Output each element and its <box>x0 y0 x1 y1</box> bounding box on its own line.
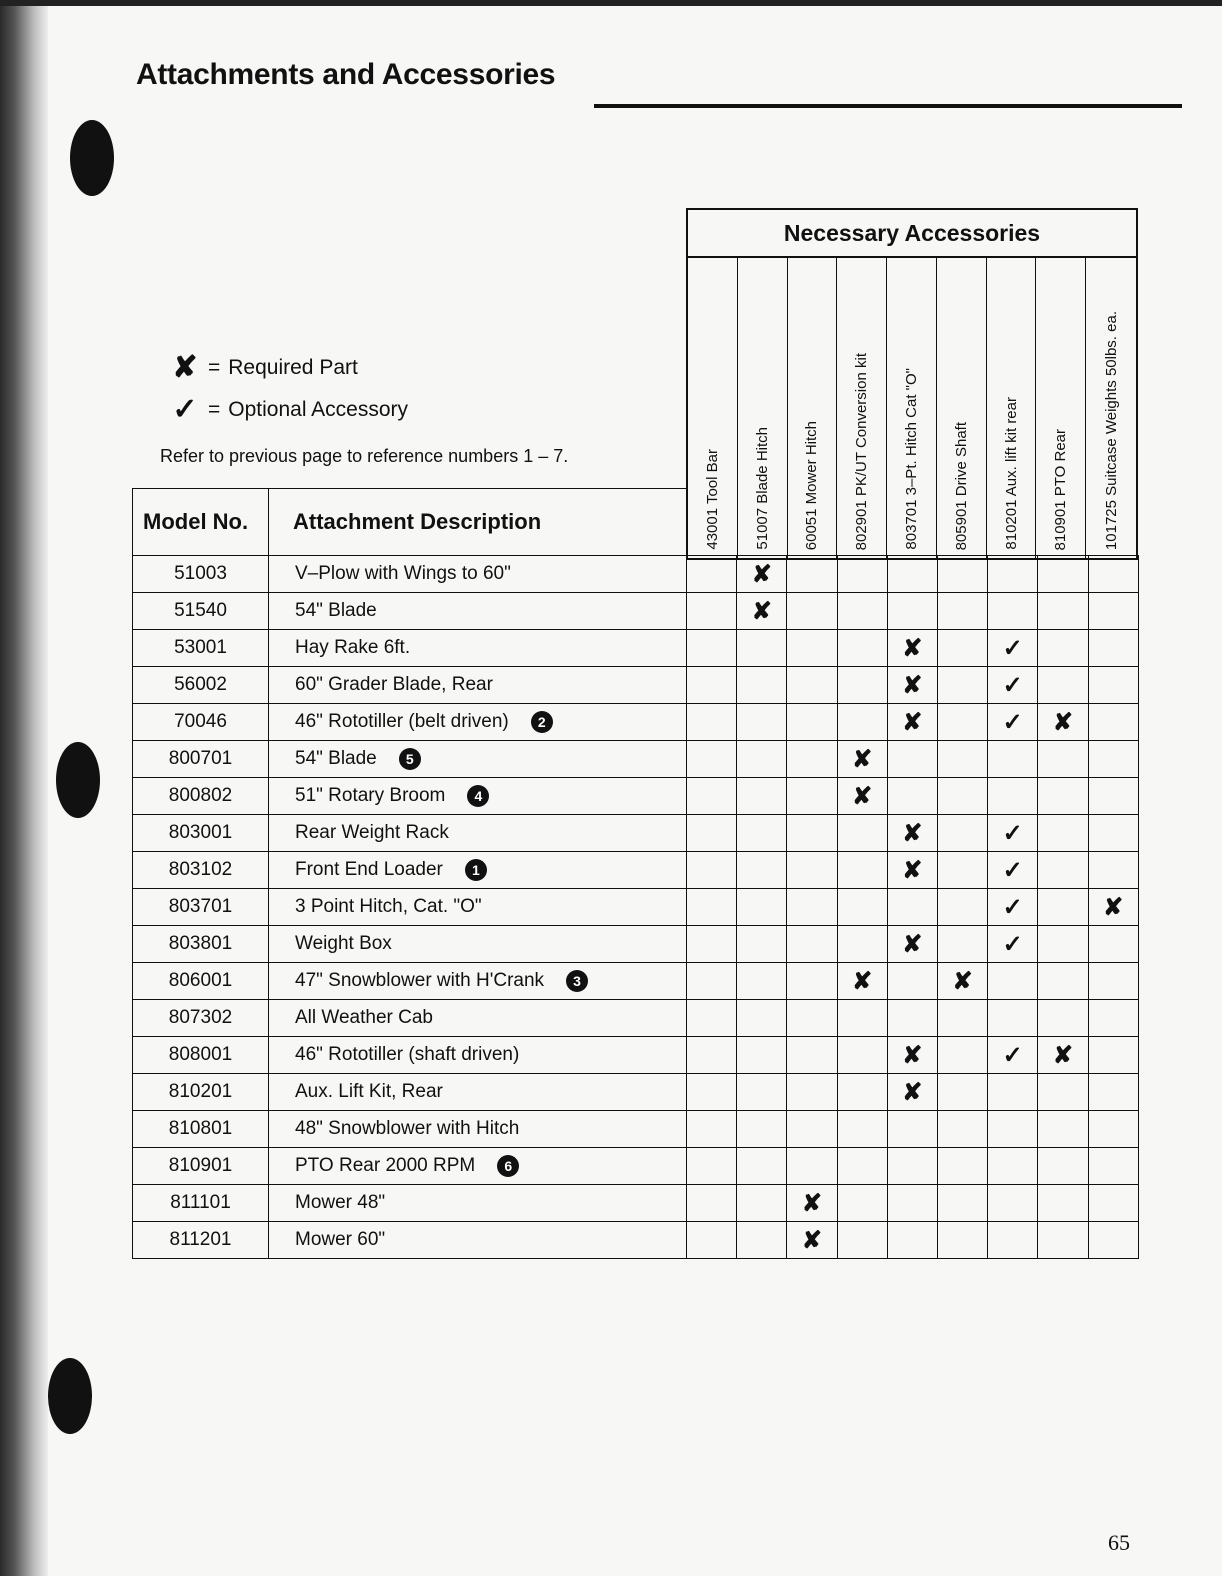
legend-optional-label: Optional Accessory <box>228 397 409 421</box>
attachment-description-cell <box>269 963 687 1000</box>
table-row <box>133 1111 1139 1148</box>
empty-mark-cell <box>737 1185 787 1222</box>
empty-mark-cell <box>737 815 787 852</box>
model-number: 807302 <box>133 1000 269 1037</box>
empty-mark-cell <box>787 1074 837 1111</box>
description-header: Attachment Description <box>269 489 687 556</box>
empty-mark-cell <box>687 593 737 630</box>
attachment-description-cell <box>269 704 687 741</box>
empty-mark-cell <box>937 926 987 963</box>
empty-mark-cell <box>937 815 987 852</box>
reference-number-badge: 4 <box>467 785 489 807</box>
page-number: 65 <box>1108 1530 1130 1555</box>
empty-mark-cell <box>787 593 837 630</box>
empty-mark-cell <box>1038 1074 1088 1111</box>
legend-required <box>170 350 358 385</box>
attachment-description: 46" Rototiller (belt driven) <box>295 711 509 732</box>
model-number: 806001 <box>133 963 269 1000</box>
empty-mark-cell <box>737 1111 787 1148</box>
empty-mark-cell <box>737 1074 787 1111</box>
attachment-description: V–Plow with Wings to 60" <box>295 563 511 584</box>
model-number: 803701 <box>133 889 269 926</box>
attachment-description-cell <box>269 889 687 926</box>
empty-mark-cell <box>687 667 737 704</box>
empty-mark-cell <box>1088 815 1138 852</box>
attachment-description-cell <box>269 926 687 963</box>
title-rule <box>594 104 1182 108</box>
attachment-description-cell <box>269 815 687 852</box>
empty-mark-cell <box>1088 1222 1138 1259</box>
empty-mark-cell <box>687 741 737 778</box>
required-mark: ✘ <box>737 556 787 593</box>
empty-mark-cell <box>988 1222 1038 1259</box>
empty-mark-cell <box>887 741 937 778</box>
empty-mark-cell <box>988 1148 1038 1185</box>
empty-mark-cell <box>937 1074 987 1111</box>
optional-mark: ✓ <box>988 1037 1038 1074</box>
empty-mark-cell <box>737 1222 787 1259</box>
empty-mark-cell <box>837 815 887 852</box>
punch-hole-middle <box>56 742 100 818</box>
reference-note: Refer to previous page to reference numbers 1 – 7. <box>160 446 569 466</box>
required-mark: ✘ <box>837 741 887 778</box>
empty-mark-cell <box>837 630 887 667</box>
required-mark: ✘ <box>887 704 937 741</box>
attachment-description-cell <box>269 630 687 667</box>
required-mark: ✘ <box>887 630 937 667</box>
attachment-description: 3 Point Hitch, Cat. "O" <box>295 896 482 917</box>
empty-mark-cell <box>737 1000 787 1037</box>
attachment-description-cell <box>269 667 687 704</box>
table-row <box>133 556 1139 593</box>
empty-mark-cell <box>1038 1222 1088 1259</box>
empty-mark-cell <box>1088 593 1138 630</box>
reference-number-badge: 2 <box>531 711 553 733</box>
empty-mark-cell <box>887 963 937 1000</box>
empty-mark-cell <box>737 704 787 741</box>
necessary-accessories-title: Necessary Accessories <box>688 210 1136 258</box>
empty-mark-cell <box>787 926 837 963</box>
empty-mark-cell <box>887 1185 937 1222</box>
empty-mark-cell <box>737 630 787 667</box>
scan-binding-edge <box>0 0 48 1576</box>
required-mark: ✘ <box>887 667 937 704</box>
empty-mark-cell <box>687 852 737 889</box>
model-number: 803801 <box>133 926 269 963</box>
empty-mark-cell <box>1088 741 1138 778</box>
empty-mark-cell <box>837 1148 887 1185</box>
optional-mark: ✓ <box>988 630 1038 667</box>
empty-mark-cell <box>887 889 937 926</box>
empty-mark-cell <box>837 667 887 704</box>
required-mark: ✘ <box>887 926 937 963</box>
empty-mark-cell <box>1088 1037 1138 1074</box>
empty-mark-cell <box>687 778 737 815</box>
empty-mark-cell <box>687 1222 737 1259</box>
attachment-description: 48" Snowblower with Hitch <box>295 1118 520 1139</box>
attachments-table <box>132 488 1139 1259</box>
empty-mark-cell <box>1088 1111 1138 1148</box>
model-number: 811201 <box>133 1222 269 1259</box>
empty-mark-cell <box>1038 593 1088 630</box>
optional-mark: ✓ <box>988 889 1038 926</box>
empty-mark-cell <box>937 704 987 741</box>
table-row <box>133 630 1139 667</box>
empty-mark-cell <box>837 1111 887 1148</box>
empty-mark-cell <box>837 1074 887 1111</box>
table-row <box>133 1185 1139 1222</box>
model-number: 808001 <box>133 1037 269 1074</box>
required-mark: ✘ <box>937 963 987 1000</box>
model-number: 800701 <box>133 741 269 778</box>
empty-mark-cell <box>787 630 837 667</box>
empty-mark-cell <box>687 815 737 852</box>
attachment-description: Weight Box <box>295 933 392 954</box>
reference-number-badge: 5 <box>399 748 421 770</box>
attachment-description: Mower 60" <box>295 1229 386 1250</box>
empty-mark-cell <box>1038 1000 1088 1037</box>
empty-mark-cell <box>988 593 1038 630</box>
accessory-header-spacer <box>687 489 1139 556</box>
empty-mark-cell <box>1088 778 1138 815</box>
table-row <box>133 963 1139 1000</box>
required-mark: ✘ <box>1038 1037 1088 1074</box>
table-row <box>133 852 1139 889</box>
empty-mark-cell <box>937 1037 987 1074</box>
empty-mark-cell <box>787 815 837 852</box>
accessory-column-label: 805901 Drive Shaft <box>952 421 970 550</box>
required-mark: ✘ <box>887 815 937 852</box>
empty-mark-cell <box>887 778 937 815</box>
attachment-description: Aux. Lift Kit, Rear <box>295 1081 443 1102</box>
empty-mark-cell <box>687 963 737 1000</box>
page-title: Attachments and Accessories <box>136 58 556 91</box>
empty-mark-cell <box>937 1222 987 1259</box>
table-row <box>133 741 1139 778</box>
required-mark: ✘ <box>1088 889 1138 926</box>
scan-top-edge <box>0 0 1222 6</box>
empty-mark-cell <box>787 1037 837 1074</box>
attachment-description-cell <box>269 852 687 889</box>
reference-number-badge: 1 <box>465 859 487 881</box>
empty-mark-cell <box>1038 889 1088 926</box>
attachment-description-cell <box>269 556 687 593</box>
empty-mark-cell <box>687 1074 737 1111</box>
attachment-description: PTO Rear 2000 RPM <box>295 1155 476 1176</box>
model-number: 51003 <box>133 556 269 593</box>
empty-mark-cell <box>787 741 837 778</box>
empty-mark-cell <box>937 630 987 667</box>
optional-mark: ✓ <box>988 815 1038 852</box>
attachment-description-cell <box>269 593 687 630</box>
empty-mark-cell <box>787 556 837 593</box>
empty-mark-cell <box>737 1148 787 1185</box>
model-number: 803102 <box>133 852 269 889</box>
empty-mark-cell <box>687 1185 737 1222</box>
empty-mark-cell <box>737 667 787 704</box>
legend-required-label: Required Part <box>228 355 358 379</box>
table-row <box>133 1148 1139 1185</box>
reference-number-badge: 3 <box>566 970 588 992</box>
empty-mark-cell <box>837 1185 887 1222</box>
required-mark: ✘ <box>837 963 887 1000</box>
empty-mark-cell <box>1038 1111 1088 1148</box>
model-number: 810901 <box>133 1148 269 1185</box>
empty-mark-cell <box>1038 556 1088 593</box>
empty-mark-cell <box>837 926 887 963</box>
attachment-description-cell <box>269 1185 687 1222</box>
empty-mark-cell <box>1088 667 1138 704</box>
empty-mark-cell <box>937 1111 987 1148</box>
empty-mark-cell <box>837 593 887 630</box>
empty-mark-cell <box>1088 1074 1138 1111</box>
model-number: 70046 <box>133 704 269 741</box>
accessory-column-label: 51007 Blade Hitch <box>753 427 771 550</box>
model-number: 800802 <box>133 778 269 815</box>
attachment-description-cell <box>269 1148 687 1185</box>
empty-mark-cell <box>837 1000 887 1037</box>
table-row <box>133 815 1139 852</box>
empty-mark-cell <box>837 704 887 741</box>
attachment-description-cell <box>269 741 687 778</box>
empty-mark-cell <box>837 889 887 926</box>
empty-mark-cell <box>937 741 987 778</box>
empty-mark-cell <box>787 1148 837 1185</box>
empty-mark-cell <box>988 556 1038 593</box>
empty-mark-cell <box>787 704 837 741</box>
empty-mark-cell <box>787 1111 837 1148</box>
empty-mark-cell <box>887 1222 937 1259</box>
required-mark: ✘ <box>887 1074 937 1111</box>
empty-mark-cell <box>737 1037 787 1074</box>
empty-mark-cell <box>1038 741 1088 778</box>
empty-mark-cell <box>887 1000 937 1037</box>
model-number: 803001 <box>133 815 269 852</box>
table-row <box>133 593 1139 630</box>
accessory-column-label: 101725 Suitcase Weights 50lbs. ea. <box>1102 310 1120 550</box>
empty-mark-cell <box>787 889 837 926</box>
attachment-description: 60" Grader Blade, Rear <box>295 674 493 695</box>
required-mark: ✘ <box>887 1037 937 1074</box>
empty-mark-cell <box>1038 815 1088 852</box>
empty-mark-cell <box>988 963 1038 1000</box>
empty-mark-cell <box>787 778 837 815</box>
empty-mark-cell <box>687 1000 737 1037</box>
empty-mark-cell <box>1088 1185 1138 1222</box>
table-row <box>133 1222 1139 1259</box>
empty-mark-cell <box>937 593 987 630</box>
empty-mark-cell <box>737 889 787 926</box>
empty-mark-cell <box>887 1148 937 1185</box>
accessory-column-label: 810201 Aux. lift kit rear <box>1002 397 1020 550</box>
empty-mark-cell <box>687 556 737 593</box>
empty-mark-cell <box>988 1185 1038 1222</box>
required-mark: ✘ <box>887 852 937 889</box>
legend-optional <box>170 392 408 427</box>
empty-mark-cell <box>687 1148 737 1185</box>
empty-mark-cell <box>937 1185 987 1222</box>
table-row <box>133 889 1139 926</box>
attachment-description-cell <box>269 1111 687 1148</box>
attachment-description: 54" Blade <box>295 600 377 621</box>
empty-mark-cell <box>1088 963 1138 1000</box>
empty-mark-cell <box>937 778 987 815</box>
optional-mark: ✓ <box>988 667 1038 704</box>
empty-mark-cell <box>1088 1000 1138 1037</box>
empty-mark-cell <box>937 889 987 926</box>
required-mark: ✘ <box>787 1185 837 1222</box>
table-row <box>133 667 1139 704</box>
empty-mark-cell <box>687 630 737 667</box>
empty-mark-cell <box>787 963 837 1000</box>
empty-mark-cell <box>988 1000 1038 1037</box>
optional-mark: ✓ <box>988 852 1038 889</box>
empty-mark-cell <box>737 926 787 963</box>
empty-mark-cell <box>887 593 937 630</box>
empty-mark-cell <box>687 1037 737 1074</box>
table-row <box>133 926 1139 963</box>
cross-icon: ✘ <box>172 351 198 384</box>
empty-mark-cell <box>837 1222 887 1259</box>
accessory-column-label: 802901 PK/UT Conversion kit <box>853 352 871 550</box>
empty-mark-cell <box>1038 963 1088 1000</box>
attachment-description: 47" Snowblower with H'Crank <box>295 970 545 991</box>
empty-mark-cell <box>687 926 737 963</box>
empty-mark-cell <box>988 778 1038 815</box>
empty-mark-cell <box>787 852 837 889</box>
attachment-description-cell <box>269 1000 687 1037</box>
attachment-description-cell <box>269 1222 687 1259</box>
legend-equals: = <box>208 397 221 421</box>
empty-mark-cell <box>1038 778 1088 815</box>
empty-mark-cell <box>1038 1148 1088 1185</box>
accessory-column-label: 810901 PTO Rear <box>1052 428 1070 550</box>
required-mark: ✘ <box>737 593 787 630</box>
empty-mark-cell <box>937 556 987 593</box>
empty-mark-cell <box>1038 852 1088 889</box>
empty-mark-cell <box>687 889 737 926</box>
empty-mark-cell <box>1038 667 1088 704</box>
attachment-description: 54" Blade <box>295 748 377 769</box>
attachment-description: Mower 48" <box>295 1192 386 1213</box>
accessory-column-label: 43001 Tool Bar <box>703 449 721 550</box>
empty-mark-cell <box>837 1037 887 1074</box>
empty-mark-cell <box>687 704 737 741</box>
empty-mark-cell <box>988 741 1038 778</box>
punch-hole-bottom <box>48 1358 92 1434</box>
attachment-description-cell <box>269 778 687 815</box>
attachment-description: Rear Weight Rack <box>295 822 449 843</box>
empty-mark-cell <box>787 667 837 704</box>
empty-mark-cell <box>1088 630 1138 667</box>
empty-mark-cell <box>837 556 887 593</box>
table-header-row <box>133 489 1139 556</box>
empty-mark-cell <box>988 1111 1038 1148</box>
model-number: 810801 <box>133 1111 269 1148</box>
empty-mark-cell <box>937 1000 987 1037</box>
required-mark: ✘ <box>787 1222 837 1259</box>
attachment-description: 46" Rototiller (shaft driven) <box>295 1044 520 1065</box>
required-mark: ✘ <box>837 778 887 815</box>
empty-mark-cell <box>1088 852 1138 889</box>
legend-equals: = <box>208 355 221 379</box>
accessory-column-label: 803701 3–Pt. Hitch Cat "O" <box>903 368 921 550</box>
model-no-header: Model No. <box>133 489 269 556</box>
attachment-description-cell <box>269 1037 687 1074</box>
empty-mark-cell <box>737 741 787 778</box>
model-number: 810201 <box>133 1074 269 1111</box>
empty-mark-cell <box>837 852 887 889</box>
empty-mark-cell <box>1088 704 1138 741</box>
empty-mark-cell <box>988 1074 1038 1111</box>
attachment-description: 51" Rotary Broom <box>295 785 446 806</box>
empty-mark-cell <box>887 1111 937 1148</box>
empty-mark-cell <box>1038 1185 1088 1222</box>
empty-mark-cell <box>1038 630 1088 667</box>
attachment-description-cell <box>269 1074 687 1111</box>
table-row <box>133 704 1139 741</box>
empty-mark-cell <box>937 1148 987 1185</box>
model-number: 811101 <box>133 1185 269 1222</box>
optional-mark: ✓ <box>988 926 1038 963</box>
empty-mark-cell <box>737 963 787 1000</box>
check-icon: ✓ <box>172 393 198 426</box>
empty-mark-cell <box>737 778 787 815</box>
empty-mark-cell <box>1038 926 1088 963</box>
empty-mark-cell <box>1088 926 1138 963</box>
empty-mark-cell <box>937 852 987 889</box>
empty-mark-cell <box>787 1000 837 1037</box>
empty-mark-cell <box>887 556 937 593</box>
punch-hole-top <box>70 120 114 196</box>
empty-mark-cell <box>1088 1148 1138 1185</box>
required-mark: ✘ <box>1038 704 1088 741</box>
empty-mark-cell <box>687 1111 737 1148</box>
model-number: 56002 <box>133 667 269 704</box>
attachment-description: Front End Loader <box>295 859 443 880</box>
table-row <box>133 1074 1139 1111</box>
model-number: 51540 <box>133 593 269 630</box>
reference-number-badge: 6 <box>497 1155 519 1177</box>
table-row <box>133 778 1139 815</box>
empty-mark-cell <box>737 852 787 889</box>
empty-mark-cell <box>937 667 987 704</box>
attachment-description: All Weather Cab <box>295 1007 433 1028</box>
table-row <box>133 1037 1139 1074</box>
empty-mark-cell <box>1088 556 1138 593</box>
table-row <box>133 1000 1139 1037</box>
accessory-column-label: 60051 Mower Hitch <box>803 420 821 550</box>
model-number: 53001 <box>133 630 269 667</box>
attachment-description: Hay Rake 6ft. <box>295 637 411 658</box>
optional-mark: ✓ <box>988 704 1038 741</box>
